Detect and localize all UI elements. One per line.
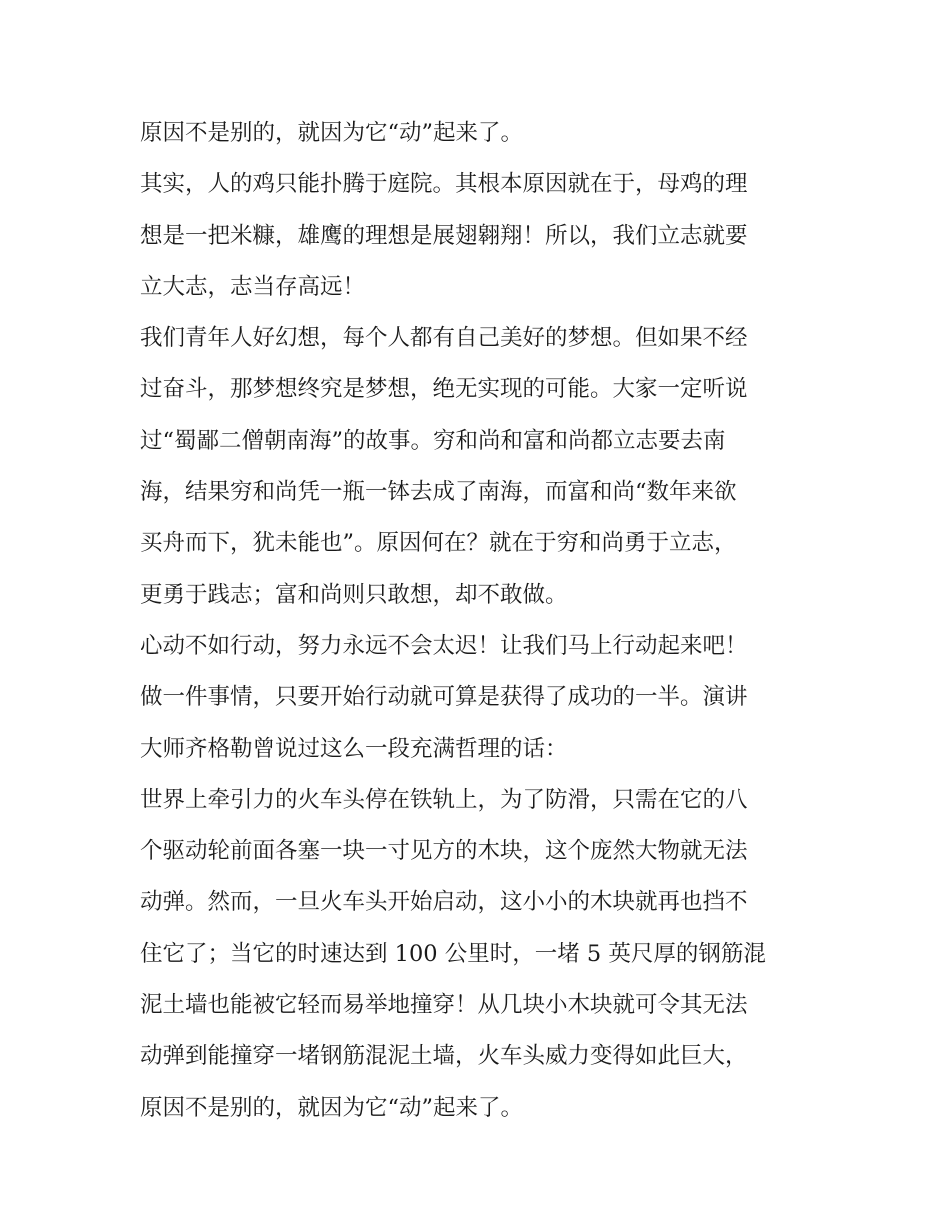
- body-text: [140, 108, 820, 1134]
- text-line: 泥土墙也能被它轻而易举地撞穿！从几块小木块就可令其无法: [140, 992, 748, 1019]
- text-line: 住它了；当它的时速达到 100 公里时，一堵 5 英尺厚的钢筋混: [140, 940, 766, 967]
- text-line: 大师齐格勒曾说过这么一段充满哲理的话：: [140, 735, 568, 762]
- text-line: 做一件事情，只要开始行动就可算是获得了成功的一半。演讲: [140, 684, 748, 711]
- text-line: 过“蜀鄙二僧朝南海”的故事。穷和尚和富和尚都立志要去南: [140, 427, 726, 454]
- text-line: 个驱动轮前面各塞一块一寸见方的木块，这个庞然大物就无法: [140, 838, 748, 865]
- text-line: 心动不如行动，努力永远不会太迟！让我们马上行动起来吧！: [140, 632, 748, 659]
- text-line: 买舟而下，犹未能也”。原因何在？就在于穷和尚勇于立志，: [140, 530, 737, 557]
- text-line: 想是一把米糠，雄鹰的理想是展翅翱翔！所以，我们立志就要: [140, 222, 748, 249]
- text-line: 立大志，志当存高远！: [140, 273, 366, 300]
- text-line: 动弹到能撞穿一堵钢筋混泥土墙，火车头威力变得如此巨大，: [140, 1043, 748, 1070]
- text-line: 更勇于践志；富和尚则只敢想，却不敢做。: [140, 581, 568, 608]
- text-line: 世界上牵引力的火车头停在铁轨上，为了防滑，只需在它的八: [140, 786, 748, 813]
- text-line: 我们青年人好幻想，每个人都有自己美好的梦想。但如果不经: [140, 325, 748, 352]
- text-line: 过奋斗，那梦想终究是梦想，绝无实现的可能。大家一定听说: [140, 376, 748, 403]
- text-line: 原因不是别的，就因为它“动”起来了。: [140, 1094, 524, 1121]
- text-line: 动弹。然而，一旦火车头开始启动，这小小的木块就再也挡不: [140, 889, 748, 916]
- text-line: 海，结果穷和尚凭一瓶一钵去成了南海，而富和尚“数年来欲: [140, 479, 737, 506]
- text-line: 原因不是别的，就因为它“动”起来了。: [140, 120, 524, 146]
- text-line: 其实，人的鸡只能扑腾于庭院。其根本原因就在于，母鸡的理: [140, 171, 748, 198]
